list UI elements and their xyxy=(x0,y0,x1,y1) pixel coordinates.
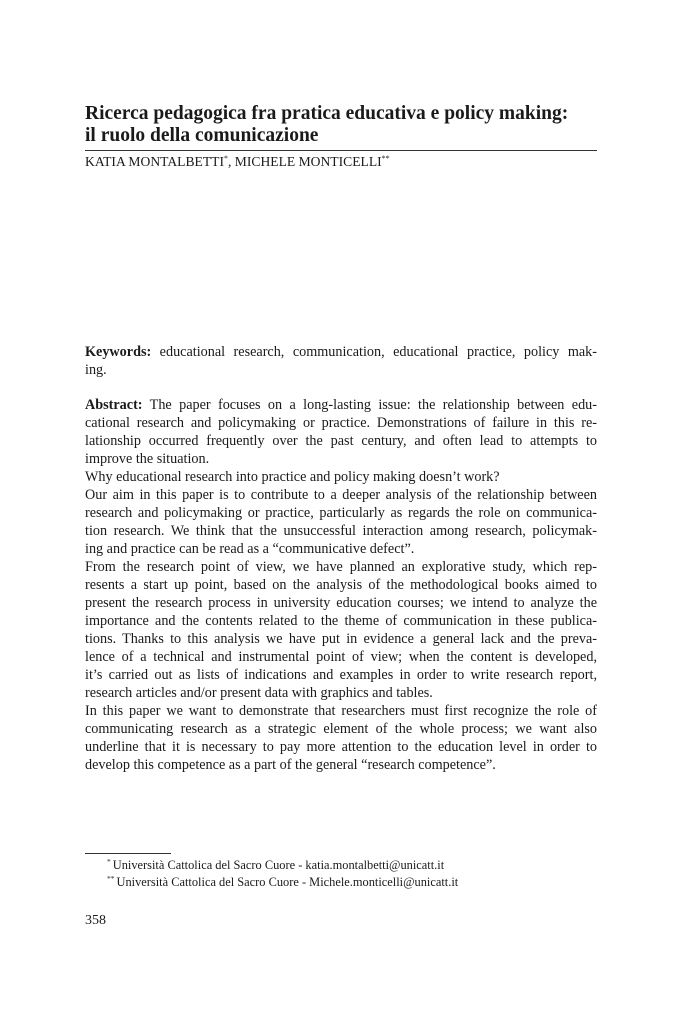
page-number: 358 xyxy=(85,913,106,928)
abstract-section xyxy=(85,396,597,774)
abstract-line: lence of a technical and instrumental point of view; when the content is developed, xyxy=(85,649,597,665)
abstract-line: underline that it is necessary to pay more attention to the education level in order to xyxy=(85,739,597,755)
abstract-line: lationship occurred frequently over the past century, and often lead to attempts to xyxy=(85,433,597,449)
abstract-line: Our aim in this paper is to contribute to a deeper analysis of the relationship between xyxy=(85,487,597,503)
abstract-line: research and policymaking or practice, particularly as regards the role on communica- xyxy=(85,505,597,521)
footnote-2 xyxy=(85,874,597,891)
abstract-line: ing and practice can be read as a “communicative defect”. xyxy=(85,541,415,557)
author-separator: , xyxy=(227,154,235,169)
abstract-line: research articles and/or present data with graphics and tables. xyxy=(85,685,433,701)
footnote-2-mark: ** xyxy=(107,874,115,883)
abstract-line: cational research and policymaking or practice. Demonstrations of failure in this re- xyxy=(85,415,597,431)
abstract-line xyxy=(85,396,597,414)
abstract-line: importance and the contents related to the theme of communication in these publica- xyxy=(85,613,597,629)
paper-page xyxy=(85,0,597,1024)
abstract-text: The paper focuses on a long-lasting issue: the relationship between edu- xyxy=(142,397,597,413)
title-line-2: il ruolo della comunicazione xyxy=(85,125,319,146)
title-rule xyxy=(85,150,597,151)
abstract-line: present the research process in university education courses; we intend to analyze the xyxy=(85,595,597,611)
keywords-section xyxy=(85,343,597,379)
footnote-1 xyxy=(85,857,597,874)
footnotes xyxy=(85,857,597,891)
title-line-1: Ricerca pedagogica fra pratica educativa e policy making: xyxy=(85,103,569,124)
footnote-rule xyxy=(85,853,171,854)
author-1: KATIA MONTALBETTI xyxy=(85,154,224,169)
author-2-footnote-mark: ** xyxy=(381,154,390,163)
abstract-line: communicating research as a strategic element of the whole process; we want also xyxy=(85,721,597,737)
author-2: MICHELE MONTICELLI xyxy=(234,154,382,169)
footnote-2-text: Università Cattolica del Sacro Cuore - Michele.monticelli@unicatt.it xyxy=(116,875,459,889)
footnote-1-mark: * xyxy=(107,857,111,866)
keywords-line xyxy=(85,343,597,361)
abstract-line: improve the situation. xyxy=(85,451,210,467)
abstract-line: tion research. We think that the unsuccessful interaction among research, policymak- xyxy=(85,523,597,539)
keywords-label: Keywords: xyxy=(85,344,152,360)
abstract-line: it’s carried out as lists of indications and examples in order to write research report, xyxy=(85,667,597,683)
abstract-line: In this paper we want to demonstrate that researchers must first recognize the role of xyxy=(85,703,597,719)
author-list xyxy=(85,153,597,171)
footnote-1-text: Università Cattolica del Sacro Cuore - katia.montalbetti@unicatt.it xyxy=(112,858,445,872)
abstract-line: From the research point of view, we have planned an explorative study, which rep- xyxy=(85,559,597,575)
abstract-line: resents a start up point, based on the analysis of the methodological books aimed to xyxy=(85,577,597,593)
keywords-line: ing. xyxy=(85,362,107,378)
paper-title xyxy=(85,103,597,147)
abstract-line: tions. Thanks to this analysis we have put in evidence a general lack and the preva- xyxy=(85,631,597,647)
author-1-footnote-mark: * xyxy=(223,154,228,163)
abstract-line: Why educational research into practice and policy making doesn’t work? xyxy=(85,469,500,485)
abstract-line: develop this competence as a part of the general “research competence”. xyxy=(85,757,496,773)
abstract-label: Abstract: xyxy=(85,397,143,413)
keywords-text: educational research, communication, educational practice, policy mak- xyxy=(151,344,597,360)
